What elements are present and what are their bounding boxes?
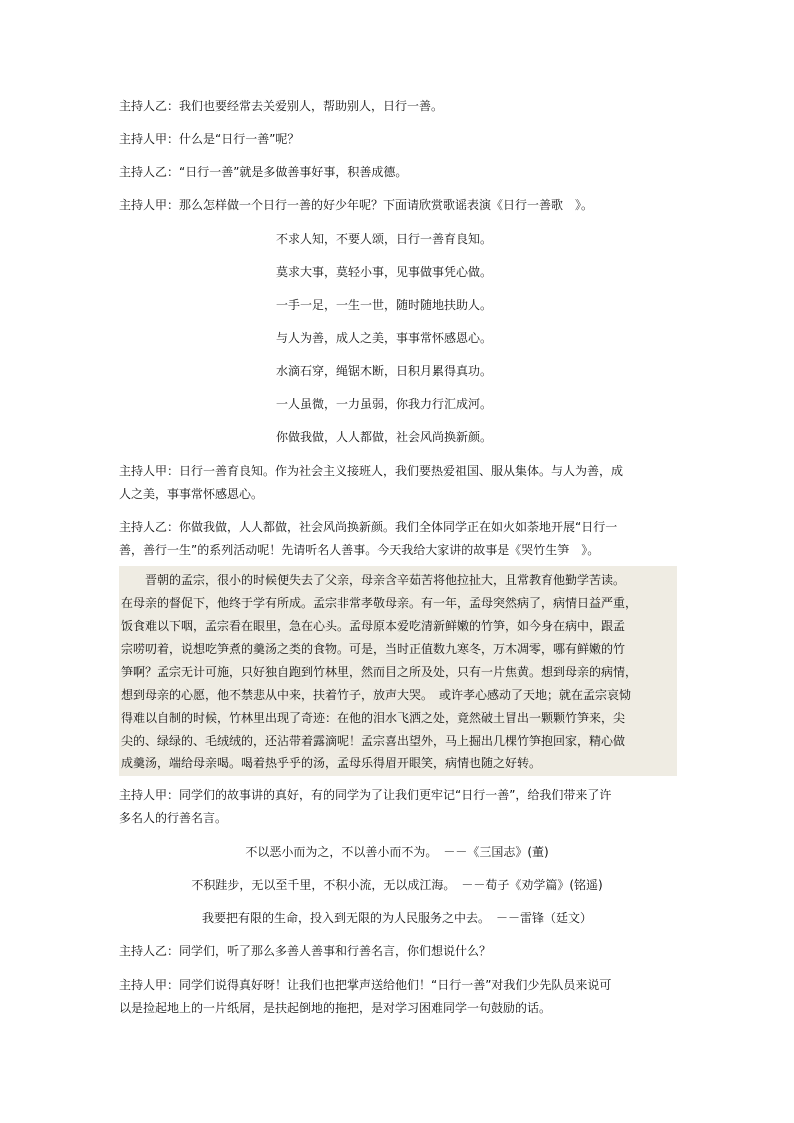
dialogue-line: 多名人的行善名言。 (119, 811, 228, 825)
song-line: 你做我做，人人都做，社会风尚换新颜。 (276, 430, 493, 444)
song-line: 不求人知，不要人颂，日行一善育良知。 (276, 232, 493, 246)
story-line: 成羹汤，端给母亲喝。喝着热乎乎的汤，孟母乐得眉开眼笑，病情也随之好转。 (121, 756, 542, 770)
quote-line: 不积跬步，无以至千里，不积小流，无以成江海。 －－荀子《劝学篇》(铭遥) (191, 878, 603, 892)
story-line: 想到母亲的心愿，他不禁悲从中来，扶着竹子，放声大哭。 或许孝心感动了天地；就在孟宗哀恸 (121, 688, 632, 702)
dialogue-line: 主持人甲：日行一善育良知。作为社会主义接班人，我们要热爱祖国、服从集体。与人为善，成 (119, 464, 624, 478)
song-line: 与人为善，成人之美，事事常怀感恩心。 (276, 331, 493, 345)
dialogue-line: 主持人甲：同学们说得真好呀！让我们也把掌声送给他们！“日行一善”对我们少先队员来说可 (119, 978, 612, 992)
song-line: 一手一足，一生一世，随时随地扶助人。 (276, 298, 493, 312)
song-line: 水滴石穿，绳锯木断，日积月累得真功。 (276, 364, 493, 378)
song-line: 一人虽微，一力虽弱，你我力行汇成河。 (276, 397, 493, 411)
dialogue-line: 主持人乙：你做我做，人人都做，社会风尚换新颜。我们全体同学正在如火如荼地开展“日行一 (119, 520, 618, 534)
quote-line: 不以恶小而为之，不以善小而不为。 －－《三国志》(董) (245, 845, 549, 859)
story-line: 晋朝的孟宗，很小的时候便失去了父亲，母亲含辛茹苦将他拉扯大，且常教育他勤学苦读。 (121, 573, 626, 587)
dialogue-line: 主持人乙：我们也要经常去关爱别人，帮助别人，日行一善。 (119, 99, 444, 113)
dialogue-line: 人之美，事事常怀感恩心。 (119, 487, 264, 501)
story-line: 饭食难以下咽，孟宗看在眼里，急在心头。孟母原本爱吃清新鲜嫩的竹笋，如今身在病中，跟孟 (121, 619, 626, 633)
dialogue-line: 善，善行一生”的系列活动呢！先请听名人善事。今天我给大家讲的故事是《哭竹生笋 》。 (119, 543, 600, 557)
dialogue-line: 主持人乙：“日行一善”就是多做善事好事，积善成德。 (119, 165, 408, 179)
story-line: 宗唠叨着，说想吃笋煮的羹汤之类的食物。可是，当时正值数九寒冬，万木凋零，哪有鲜嫩的竹 (121, 642, 626, 656)
dialogue-line: 以是捡起地上的一片纸屑，是扶起倒地的拖把，是对学习困难同学一句鼓励的话。 (119, 1001, 552, 1015)
story-line: 在母亲的督促下，他终于学有所成。孟宗非常孝敬母亲。有一年，孟母突然病了，病情日益严重， (121, 596, 638, 610)
story-line: 笋啊？孟宗无计可施，只好独自跑到竹林里，然而目之所及处，只有一片焦黄。想到母亲的病情， (121, 665, 638, 679)
story-line: 尖的、绿绿的、毛绒绒的，还沾带着露滴呢！孟宗喜出望外，马上掘出几棵竹笋抱回家，精心做 (121, 734, 626, 748)
dialogue-line: 主持人甲：同学们的故事讲的真好，有的同学为了让我们更牢记“日行一善”，给我们带来了许 (119, 788, 612, 802)
dialogue-line: 主持人甲：什么是“日行一善”呢？ (119, 132, 300, 146)
dialogue-line: 主持人甲：那么怎样做一个日行一善的好少年呢？下面请欣赏歌谣表演《日行一善歌 》。 (119, 198, 594, 212)
song-line: 莫求大事，莫轻小事，见事做事凭心做。 (276, 265, 493, 279)
dialogue-line: 主持人乙：同学们，听了那么多善人善事和行善名言，你们想说什么？ (119, 944, 492, 958)
story-block (119, 566, 677, 776)
quote-line: 我要把有限的生命，投入到无限的为人民服务之中去。 －－雷锋（廷文） (201, 911, 592, 925)
story-line: 得难以自制的时候，竹林里出现了奇迹：在他的泪水飞洒之处，竟然破土冒出一颗颗竹笋来，尖 (121, 711, 626, 725)
